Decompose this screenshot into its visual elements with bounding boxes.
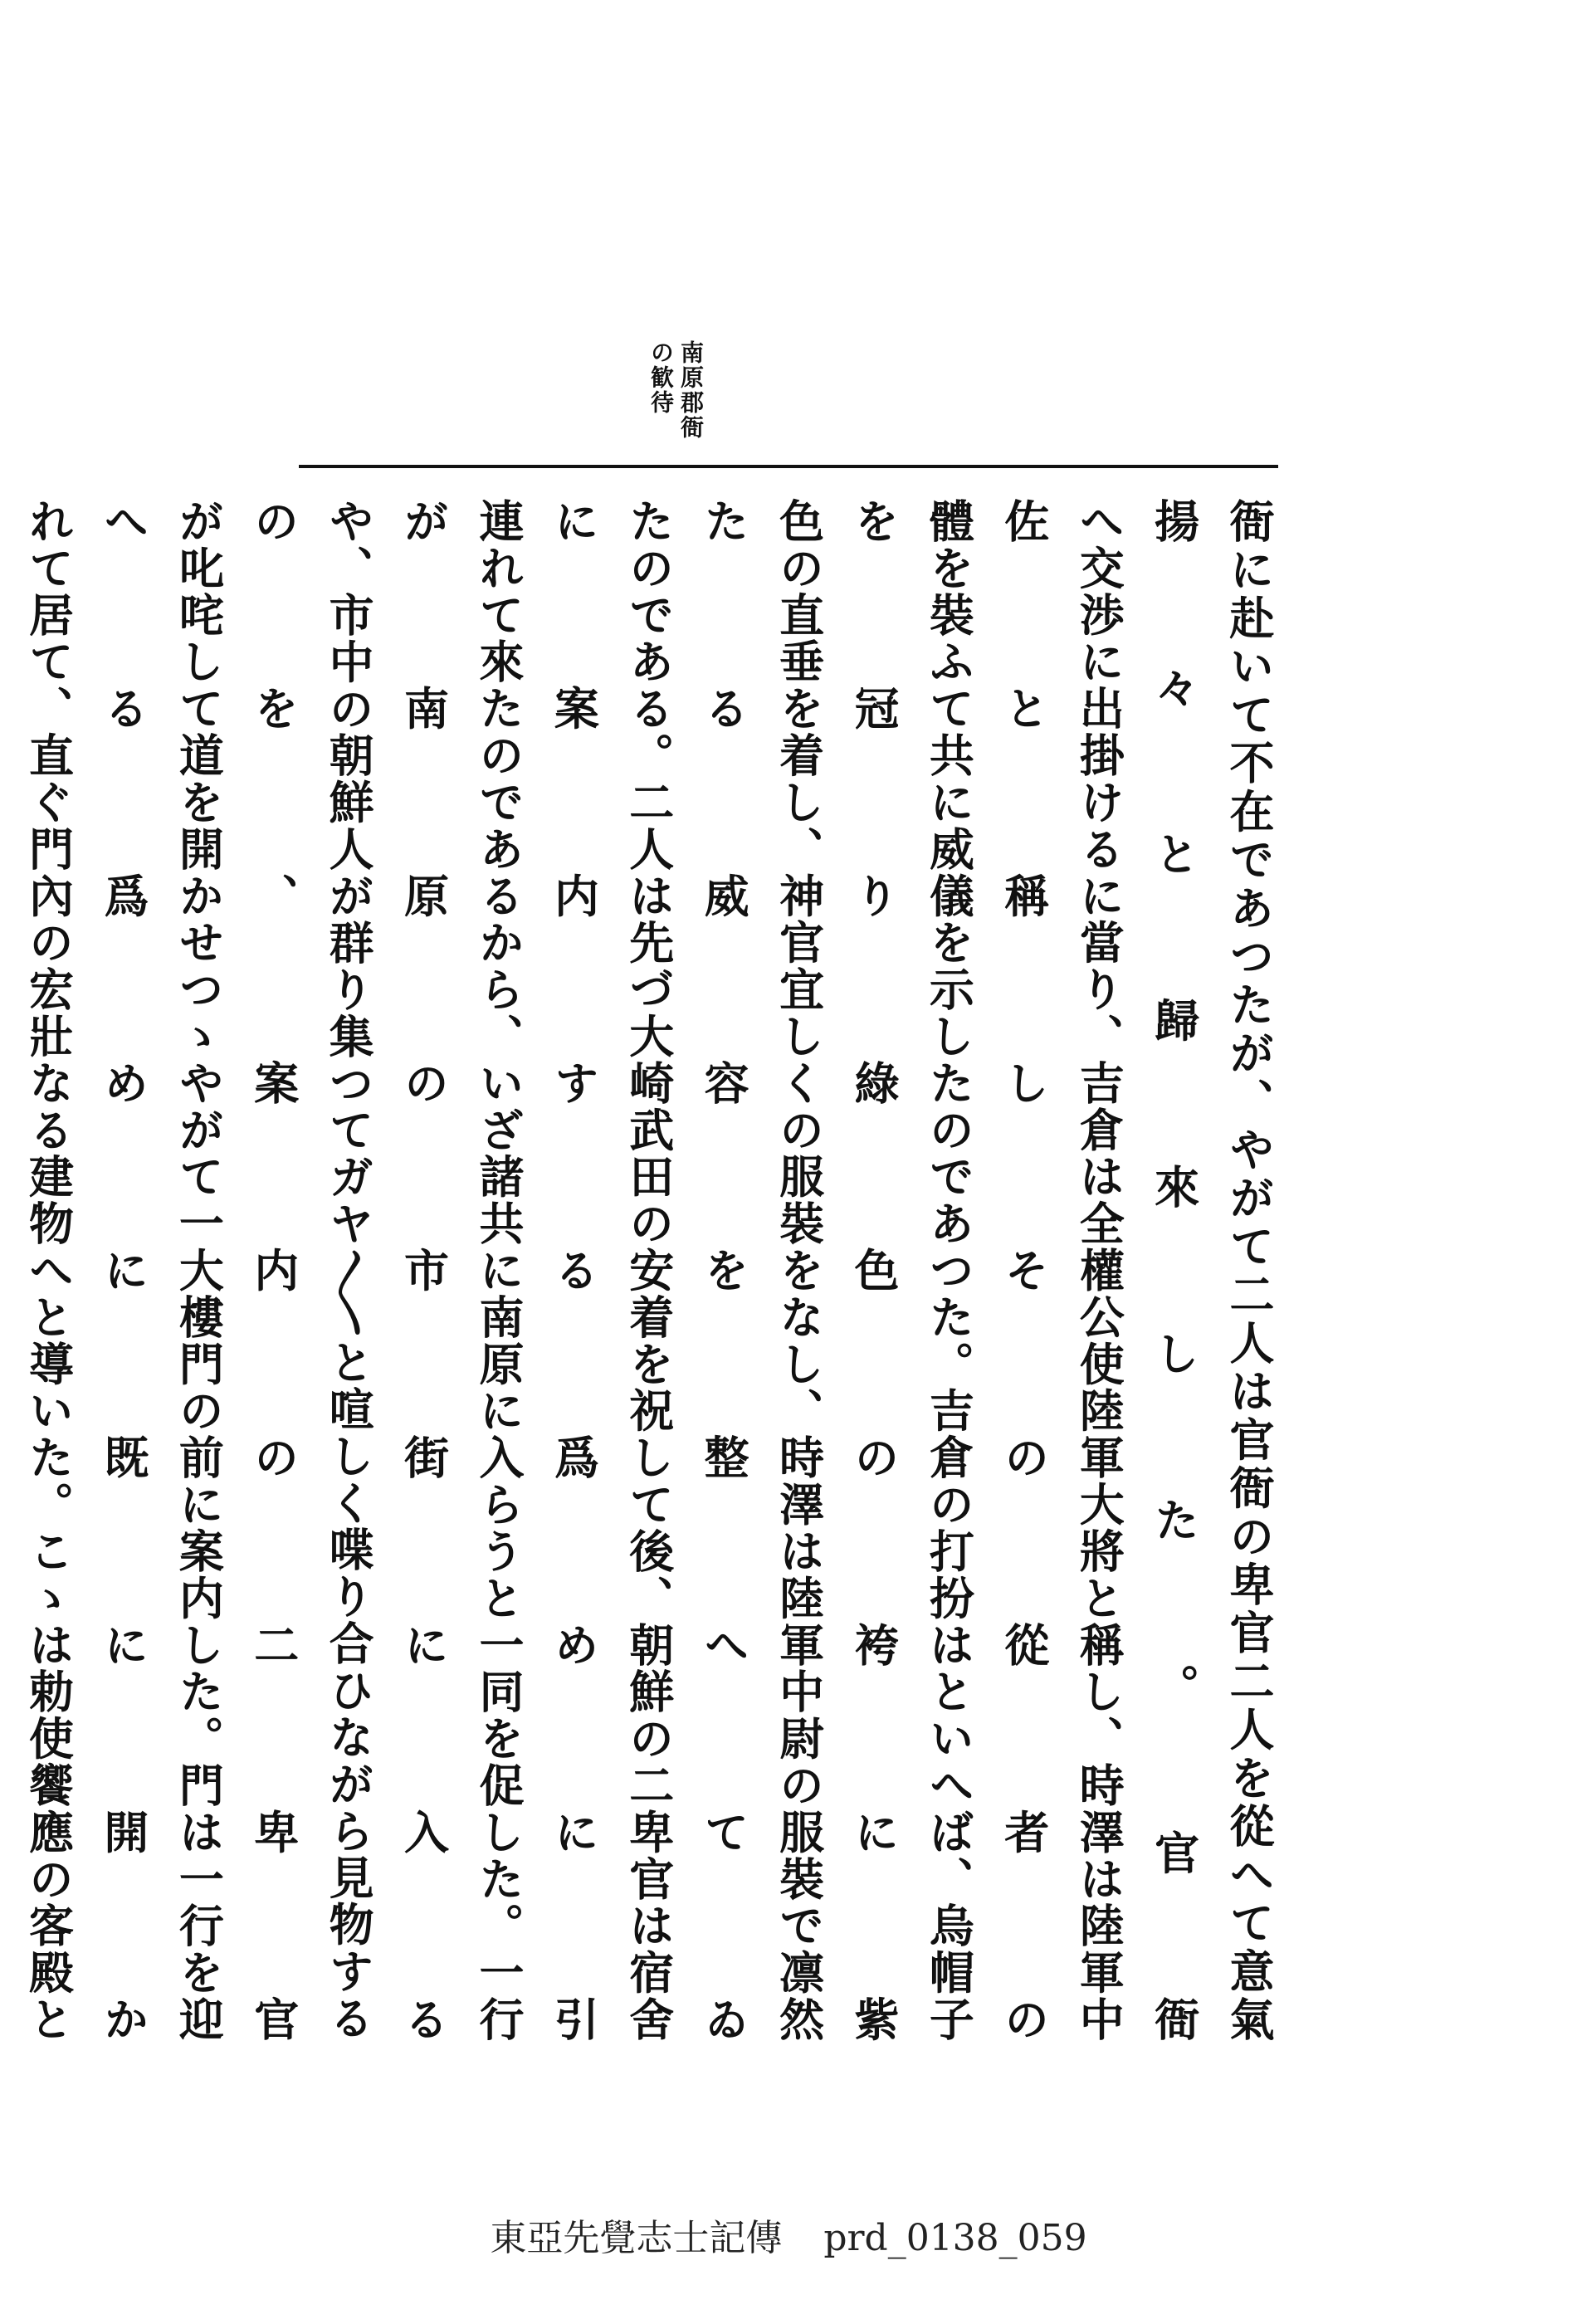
text-column: 色の直垂を着し、神官宜しくの服裝をなし、時澤は陸軍中尉の服裝で凛然たる威容を整へてゐ [697,498,826,2042]
text-column: へ交渉に出掛けるに當り、吉倉は全權公使陸軍大將と稱し、時澤は陸軍中佐と稱しその從者の [997,498,1126,2042]
text-column: や、市中の朝鮮人が群り集つてガヤ〳〵と喧しく喋り合ひながら見物するのを、案内の二卑官 [247,498,376,2042]
vertical-body-text [22,498,1286,2043]
page-code: prd_0138_059 [823,2217,1087,2259]
text-column: 體を裝ふて共に威儀を示したのであつた。吉倉の打扮はといへば、烏帽子を冠り綠色の袴に紫 [847,498,976,2042]
text-column: が叱咤して道を開かせつゝやがて一大樓門の前に案内した。門は一行を迎へる爲めに既に開か [96,498,226,2042]
text-column: たのである。二人は先づ大崎武田の安着を祝して後、朝鮮の二卑官は宿舍に案内する爲めに引 [547,498,676,2042]
text-column: 連れて來たのであるから、いざ諸共に南原に入らうと一同を促した。一行が南原の市街に入る [397,498,525,2042]
marginal-heading-line: 南原郡衙 [677,340,705,440]
marginal-heading-line: の歓待 [647,340,675,415]
book-title: 東亞先覺志士記傳 [490,2217,783,2259]
marginal-heading [639,340,706,448]
header-rule [299,465,1278,468]
text-column: 衙に赴いて不在であつたが、やがて二人は官衙の卑官二人を從へて意氣揚々と歸來した。官衙 [1147,498,1276,2043]
text-column: れて居て、直ぐ門內の宏壯なる建物へと導いた。こゝは勅使饗應の客殿と [22,498,76,2042]
page-footer [0,2208,1577,2261]
